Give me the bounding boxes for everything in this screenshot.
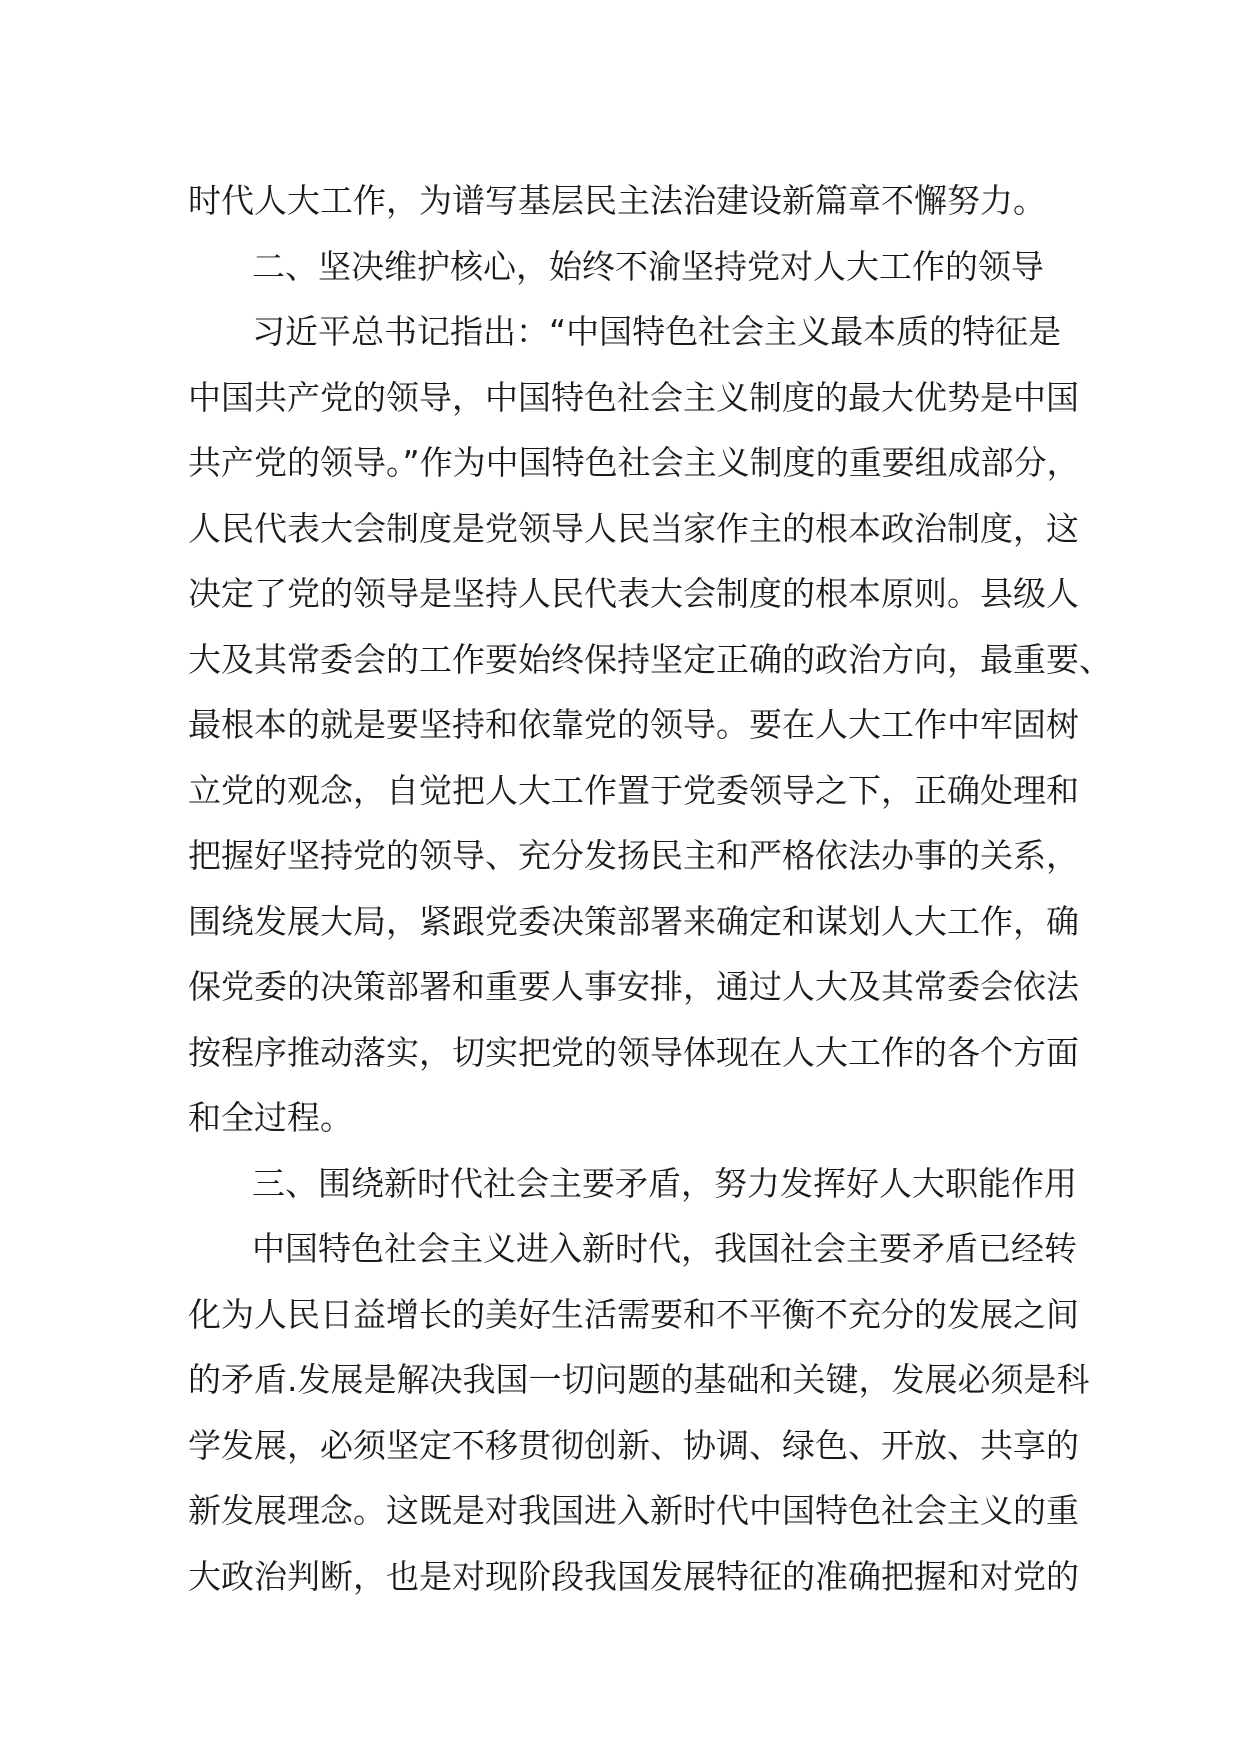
- text-line: 围绕发展大局，紧跟党委决策部署来确定和谋划人大工作，确: [188, 901, 1079, 941]
- text-line: 立党的观念，自觉把人大工作置于党委领导之下，正确处理和: [188, 770, 1079, 810]
- section-heading-3: 三、围绕新时代社会主要矛盾，努力发挥好人大职能作用: [252, 1163, 1077, 1203]
- text-line: 共产党的领导。”作为中国特色社会主义制度的重要组成部分，: [188, 443, 1080, 482]
- text-line: 大及其常委会的工作要始终保持坚定正确的政治方向，最重要、: [188, 639, 1112, 679]
- text-line: 习近平总书记指出：“中国特色社会主义最本质的特征是: [252, 312, 1062, 351]
- text-line: 时代人大工作，为谱写基层民主法治建设新篇章不懈努力。: [188, 181, 1046, 220]
- text-line: 和全过程。: [188, 1098, 353, 1137]
- section-heading-2: 二、坚决维护核心，始终不渝坚持党对人大工作的领导: [252, 246, 1044, 286]
- text-line: 的矛盾.发展是解决我国一切问题的基础和关键，发展必须是科: [188, 1360, 1090, 1399]
- text-line: 学发展，必须坚定不移贯彻创新、协调、绿色、开放、共享的: [188, 1425, 1079, 1465]
- text-line: 中国特色社会主义进入新时代，我国社会主要矛盾已经转: [252, 1229, 1077, 1268]
- text-line: 按程序推动落实，切实把党的领导体现在人大工作的各个方面: [188, 1032, 1079, 1072]
- text-line: 最根本的就是要坚持和依靠党的领导。要在人大工作中牢固树: [188, 705, 1079, 744]
- text-line: 决定了党的领导是坚持人民代表大会制度的根本原则。县级人: [188, 574, 1079, 613]
- text-line: 大政治判断，也是对现阶段我国发展特征的准确把握和对党的: [188, 1556, 1079, 1596]
- text-line: 人民代表大会制度是党领导人民当家作主的根本政治制度，这: [188, 508, 1079, 548]
- text-line: 把握好坚持党的领导、充分发扬民主和严格依法办事的关系，: [188, 836, 1079, 875]
- text-line: 中国共产党的领导，中国特色社会主义制度的最大优势是中国: [188, 377, 1079, 417]
- body-text: [188, 168, 1112, 1609]
- text-line: 化为人民日益增长的美好生活需要和不平衡不充分的发展之间: [188, 1294, 1079, 1334]
- text-line: 新发展理念。这既是对我国进入新时代中国特色社会主义的重: [188, 1491, 1079, 1530]
- text-line: 保党委的决策部署和重要人事安排，通过人大及其常委会依法: [188, 967, 1079, 1006]
